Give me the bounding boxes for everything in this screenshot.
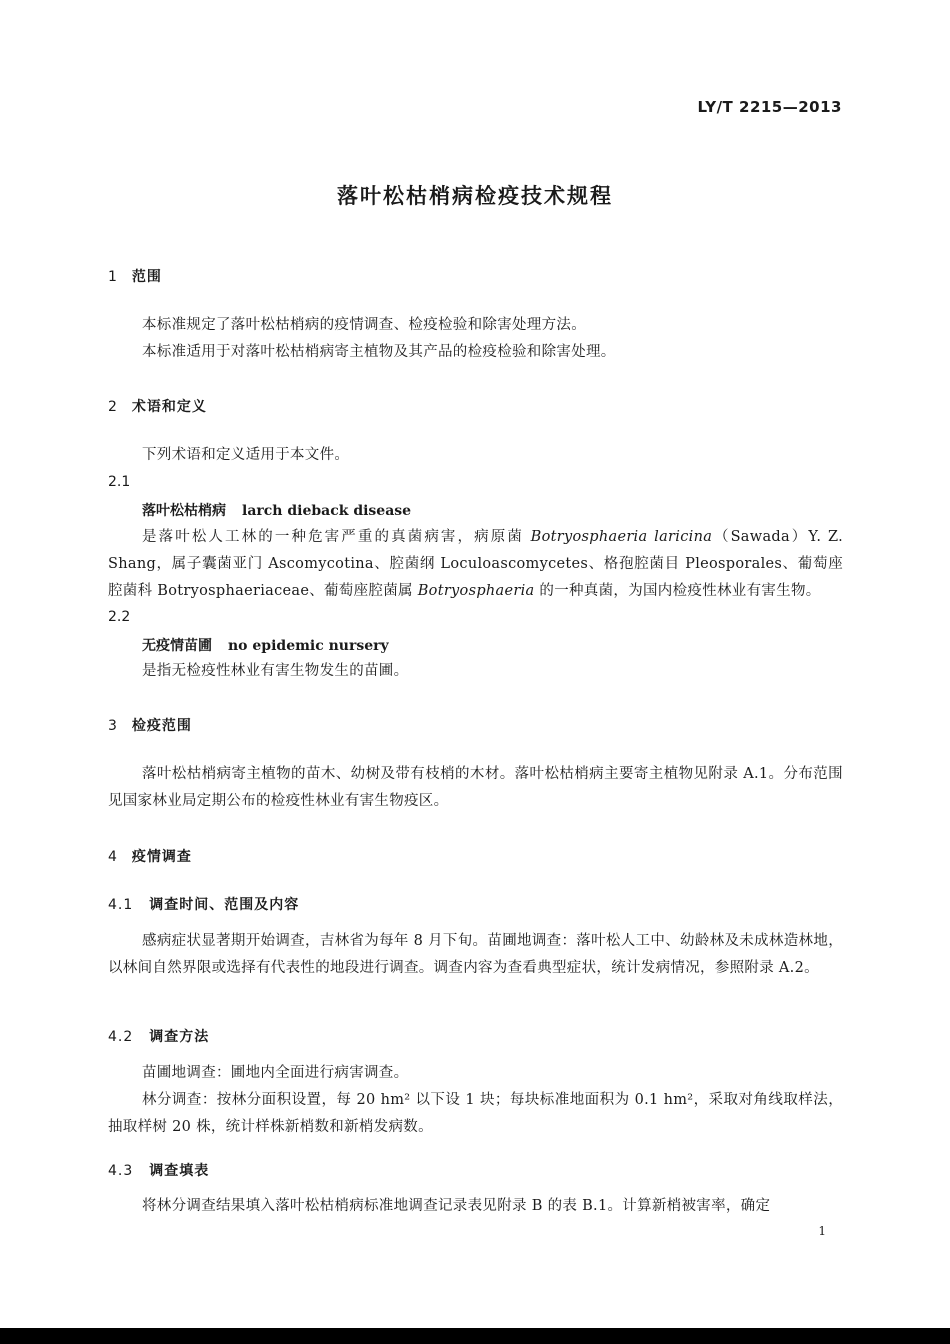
term-2-2-number: 2.2: [108, 609, 131, 625]
section-2-paragraph-1: 下列术语和定义适用于本文件。: [142, 447, 350, 463]
document-title: 落叶松枯梢病检疫技术规程: [337, 184, 613, 208]
term-2-1-number: 2.1: [108, 474, 131, 490]
section-4-2-paragraph-2: 林分调查：按林分面积设置，每 20 hm² 以下设 1 块；每块标准地面积为 0.1 hm²，采取对角线取样法，抽取样树 20 株，统计样株新梢数和新梢发病数。: [108, 1092, 843, 1135]
section-1-paragraph-2: 本标准适用于对落叶松枯梢病寄主植物及其产品的检疫检验和除害处理。: [142, 344, 616, 360]
section-1-paragraph-1: 本标准规定了落叶松枯梢病的疫情调查、检疫检验和除害处理方法。: [142, 317, 586, 333]
term-2-1-definition: 是落叶松人工林的一种危害严重的真菌病害，病原菌 Botryosphaeria laricina（Sawada）Y. Z. Shang，属子囊菌亚门 Ascomycotina、腔菌纲 Loculoascomycetes、格孢腔菌目 Pleosporales、葡萄座腔菌科 Botryosphaeriaceae、葡萄座腔菌属 Botryosphaeria 的一种真菌，为国内检疫性林业有害生物。: [108, 529, 844, 599]
term-2-2-definition: 是指无检疫性林业有害生物发生的苗圃。: [142, 663, 409, 679]
section-3-heading: 3 检疫范围: [108, 718, 192, 734]
section-4-heading: 4 疫情调查: [108, 849, 192, 865]
section-4-2-paragraph-1: 苗圃地调查：圃地内全面进行病害调查。: [142, 1065, 409, 1081]
section-4-2-heading: 4.2 调查方法: [108, 1029, 210, 1045]
term-2-1-name: 落叶松枯梢病 larch dieback disease: [142, 503, 412, 519]
section-4-1-heading: 4.1 调查时间、范围及内容: [108, 897, 300, 913]
section-4-1-paragraph-1: 感病症状显著期开始调查，吉林省为每年 8 月下旬。苗圃地调查：落叶松人工中、幼龄林及未成林造林地，以林间自然界限或选择有代表性的地段进行调查。调查内容为查看典型症状，统计发病情况，参照附录 A.2。: [108, 933, 843, 976]
standard-code: LY/T 2215—2013: [697, 98, 842, 116]
section-1-heading: 1 范围: [108, 269, 162, 285]
bottom-border: [0, 1328, 950, 1344]
page-number: 1: [818, 1224, 826, 1238]
section-3-paragraph-1: 落叶松枯梢病寄主植物的苗木、幼树及带有枝梢的木材。落叶松枯梢病主要寄主植物见附录 A.1。分布范围见国家林业局定期公布的检疫性林业有害生物疫区。: [108, 766, 843, 809]
term-2-2-name: 无疫情苗圃 no epidemic nursery: [142, 638, 389, 654]
section-4-3-paragraph-1: 将林分调查结果填入落叶松枯梢病标准地调查记录表见附录 B 的表 B.1。计算新梢被害率，确定: [142, 1198, 771, 1214]
section-2-heading: 2 术语和定义: [108, 399, 207, 415]
section-4-3-heading: 4.3 调查填表: [108, 1163, 210, 1179]
